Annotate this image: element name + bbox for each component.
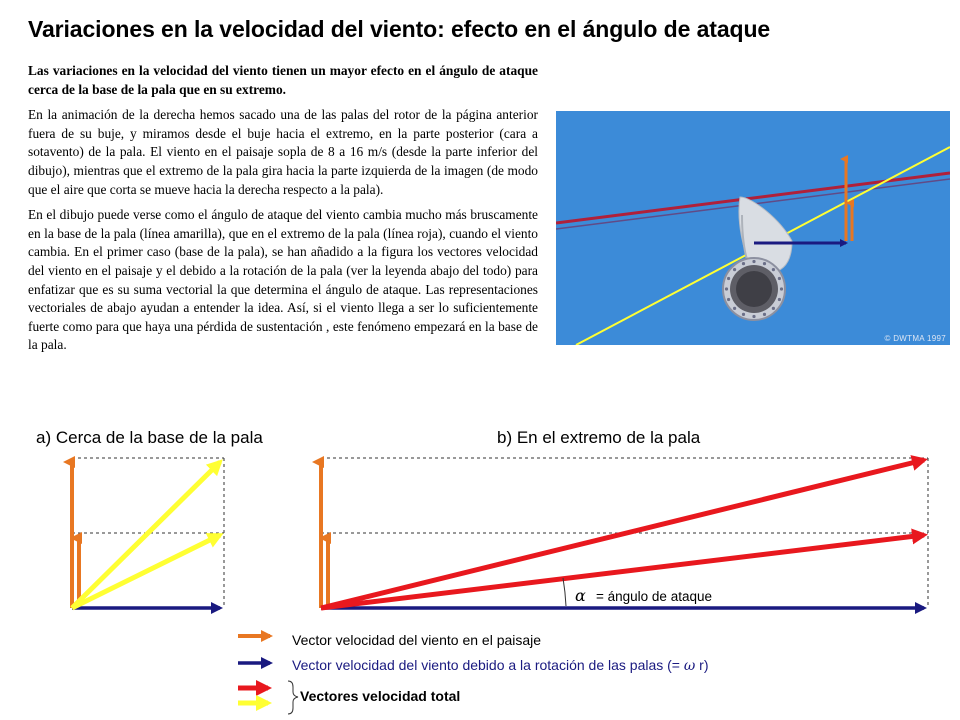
- section-b-title: b) En el extremo de la pala: [497, 428, 701, 447]
- total-vector-strong-b: [321, 460, 924, 608]
- angle-of-attack-label: = ángulo de ataque: [596, 589, 712, 604]
- legend-total-label: Vectores velocidad total: [300, 688, 461, 704]
- copyright-notice: © DWTMA 1997: [884, 334, 946, 343]
- legend-swatches: [238, 636, 298, 714]
- body-paragraph-1: En la animación de la derecha hemos sacado una de las palas del rotor de la página anterior fuera de su buje, y miramos desde el buje hacia el extremo, en la parte posterior (cara a sotavento) de la pala. El viento en el paisaje sopla de 8 a 16 m/s (desde la parte inferior del dibujo), mientras que el extremo de la pala gira hacia la parte izquierda de la imagen (de modo que el aire que corta se mueve hacia la derecha respecto a la pala).: [28, 107, 538, 197]
- alpha-symbol: α: [575, 586, 586, 605]
- section-a-title: a) Cerca de la base de la pala: [36, 428, 263, 447]
- page-title: Variaciones en la velocidad del viento: efecto en el ángulo de ataque: [28, 16, 771, 42]
- legend-rotation-prefix: Vector velocidad del viento debido a la rotación de las palas (=: [292, 657, 684, 673]
- total-vector-strong-a: [72, 462, 220, 608]
- body-paragraph-2: En el dibujo puede verse como el ángulo de ataque del viento cambia mucho más bruscamente en la base de la pala (línea amarilla), que en el extremo de la pala (línea roja), cuando el viento cambia. En el primer caso (base de la pala), se han añadido a la figura los vectores velocidad del viento en el paisaje y el debido a la rotación de la pala (ver la leyenda abajo del todo) para enfatizar que es su suma vectorial la que determina el ángulo de ataque. Las representaciones vectoriales de abajo ayudan a entender la idea. Así, si el viento llega a ser lo suficientemente fuerte como para que haya una pérdida de sustentación , este fenómeno empezará en la base de la pala.: [28, 207, 538, 353]
- legend-brace: [288, 681, 298, 714]
- legend-wind-label: Vector velocidad del viento en el paisaje: [292, 632, 542, 648]
- omega-symbol: ω: [683, 658, 696, 674]
- diagram-a: [72, 458, 224, 608]
- legend-rotation-label: [292, 657, 709, 674]
- intro-paragraph: Las variaciones en la velocidad del viento tienen un mayor efecto en el ángulo de ataque cerca de la base de la pala que en su extremo.: [28, 63, 538, 97]
- legend-rotation-suffix: r): [695, 657, 709, 673]
- diagram-b: [321, 458, 928, 608]
- total-vector-weak-a: [72, 535, 220, 608]
- angle-of-attack-arc: [563, 578, 566, 606]
